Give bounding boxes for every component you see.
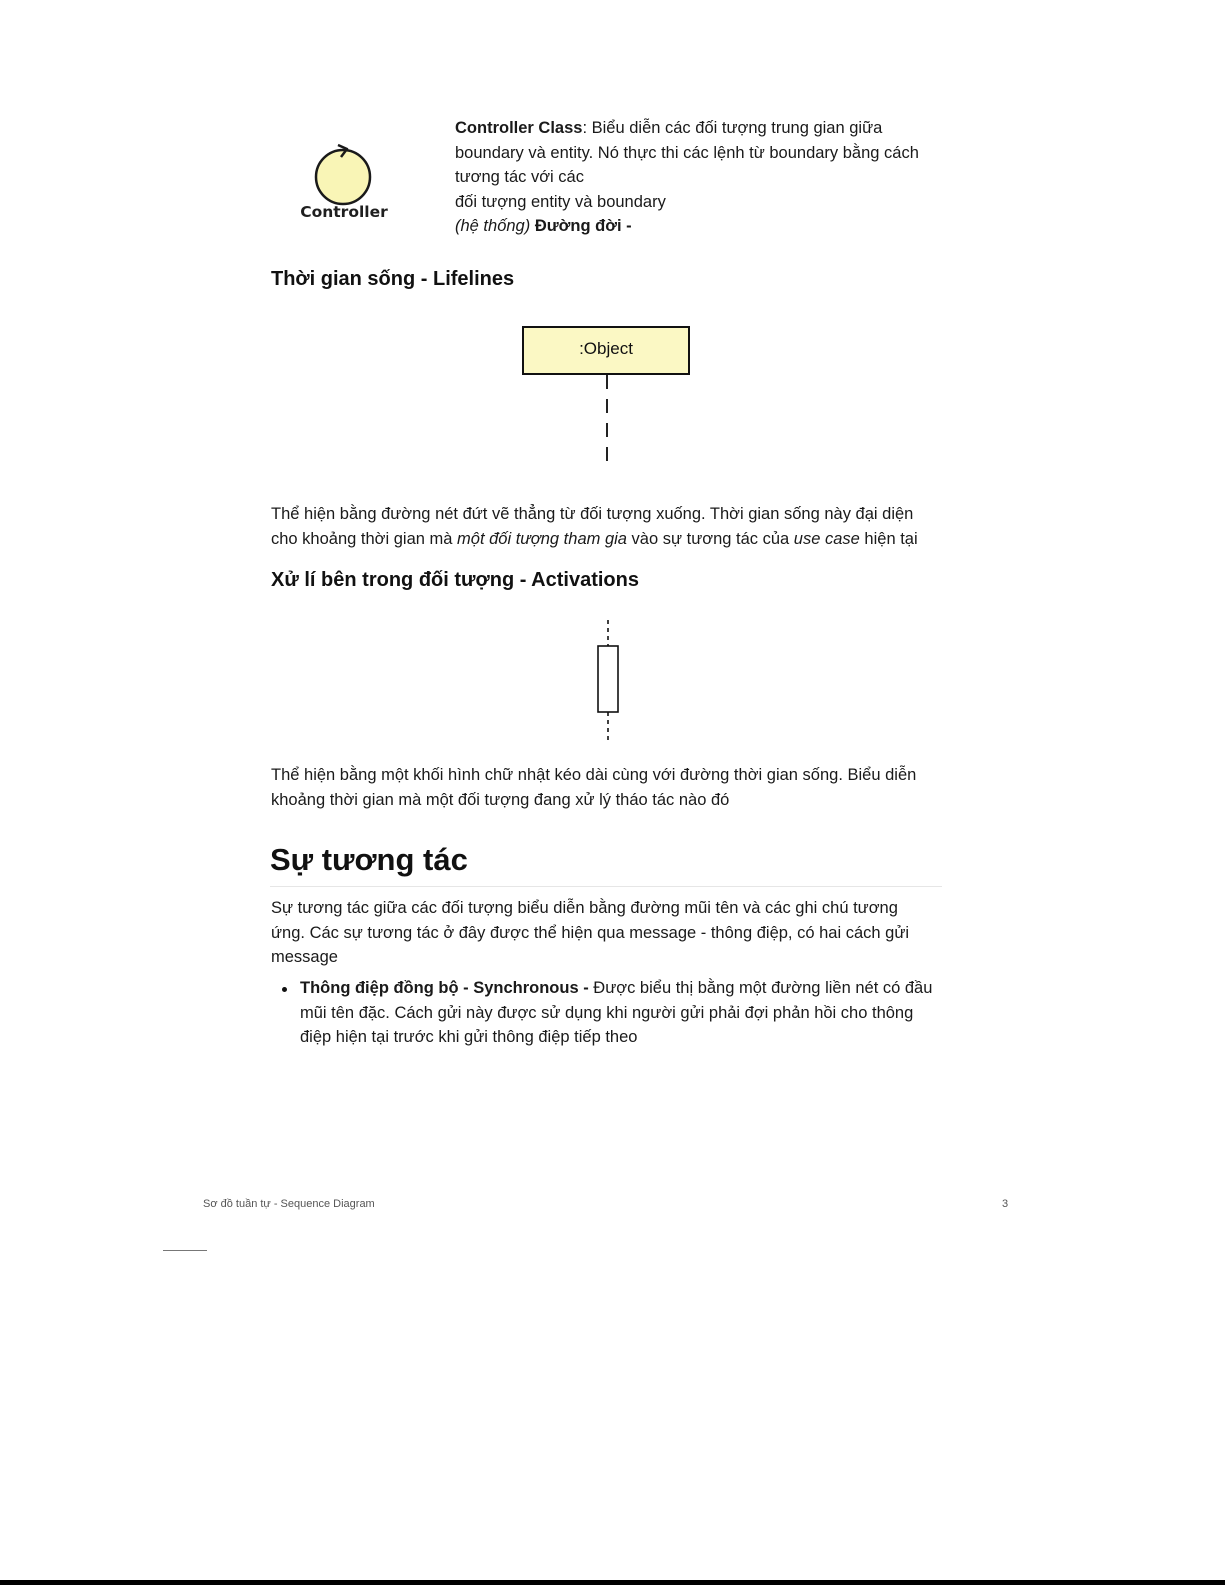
activations-para-line1: Thể hiện bằng một khối hình chữ nhật kéo dài cùng với đường thời gian sống. Biểu diễn [271,766,917,784]
controller-desc-line2: boundary và entity. Nó thực thi các lệnh từ boundary bằng cách [455,143,919,162]
lifelines-heading: Thời gian sống - Lifelines [271,268,515,290]
interaction-para-line1: Sự tương tác giữa các đối tượng biểu diễn bằng đường mũi tên và các ghi chú tương [271,899,898,917]
page-bottom-edge [0,1580,1225,1585]
interaction-para-line3: message [271,948,338,966]
interaction-para-line2: ứng. Các sự tương tác ở đây được thể hiện qua message - thông điệp, có hai cách gửi [271,923,910,942]
activation-bar [598,646,618,712]
controller-figure [296,140,392,228]
lifelines-para-line1: Thể hiện bằng đường nét đứt vẽ thẳng từ đối tượng xuống. Thời gian sống này đại diện [271,505,914,523]
footer-title: Sơ đồ tuần tự - Sequence Diagram [203,1198,375,1210]
footnote-separator [163,1250,207,1251]
footer-page-number: 3 [1002,1198,1009,1210]
activations-heading: Xử lí bên trong đối tượng - Activations [271,569,639,591]
lifelines-paragraph [271,502,961,551]
controller-icon-label: Controller [300,203,388,221]
activations-paragraph [271,763,961,812]
controller-desc-line3: tương tác với các [455,168,584,186]
controller-description [455,116,955,239]
object-label: :Object [579,338,633,358]
controller-desc-line5: (hệ thống) Đường đời - [455,217,632,235]
interaction-divider [270,886,942,887]
list-item: Thông điệp đồng bộ - Synchronous - Được biểu thị bằng một đường liền nét có đầu mũi tên đặc. Cách gửi này được sử dụng khi người gửi phải đợi phản hồi cho thông điệp hiện tại trước khi gửi thông điệp tiếp theo [271,976,961,1050]
activations-para-line2: khoảng thời gian mà một đối tượng đang xử lý tháo tác nào đó [271,790,730,809]
interaction-heading: Sự tương tác [270,842,468,877]
lifeline-dashed-line [602,375,612,475]
interaction-paragraph [271,896,961,970]
message-types-list [271,976,961,1050]
synchronous-term: Thông điệp đồng bộ - Synchronous - [300,979,589,997]
activation-figure [590,618,630,742]
controller-desc-line4: đối tượng entity và boundary [455,192,666,211]
controller-term: Controller Class [455,119,583,137]
lifeline-figure [522,326,692,476]
object-box [522,326,690,375]
controller-desc-line1: Controller Class: Biểu diễn các đối tượng trung gian giữa [455,119,883,137]
lifelines-para-line2: cho khoảng thời gian mà một đối tượng tham gia vào sự tương tác của use case hiện tại [271,529,918,548]
